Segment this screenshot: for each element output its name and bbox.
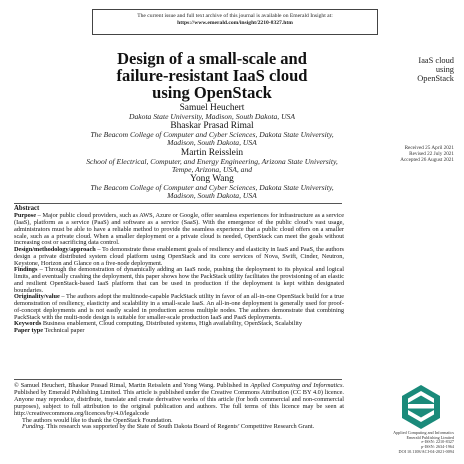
abstract-paper-type: Paper type Technical paper	[14, 327, 85, 334]
eissn: e-ISSN: 2210-8327	[421, 439, 454, 445]
title-line-3: using OpenStack	[152, 83, 272, 102]
abstract-keywords: Keywords Business enablement, Cloud computing, Distributed systems, High availability, OpenStack, Scalability	[14, 320, 302, 328]
funding-paragraph: Funding. This research was supported by the State of South Dakota Board of Regents’ Competitive Research Grant.	[22, 423, 315, 431]
revised-date: Revised 22 July 2021	[409, 150, 454, 157]
author-affiliation: Dakota State University, Madison, South Dakota, USA	[129, 112, 295, 121]
abstract-originality: Originality/value – The authors adopt the multinode-capable PackStack utility in favor of an all-in-one OpenStack build for a true demonstration of resiliency, elasticity and scalability in a small-scale IaaS. An all-in-one deployment is generally used for proof-of-concept deployments and is not easily scaled in production across multiple nodes. The authors demonstrate that combining PackStack with the multi-node design is suitable for smaller-scale production IaaS and PaaS deployments.	[14, 293, 344, 321]
journal-logo-icon	[400, 384, 442, 430]
author-block	[22, 103, 402, 200]
running-head	[388, 57, 454, 83]
author-affiliation: Madison, South Dakota, USA	[167, 191, 257, 201]
running-head-line-2: using	[435, 64, 454, 74]
author-affiliation: The Beacom College of Computer and Cyber Sciences, Dakota State University,	[90, 130, 334, 140]
doi: DOI 10.1108/ACI-04-2021-0094	[398, 448, 454, 454]
journal-name: Applied Computing and Informatics	[393, 430, 454, 435]
title-line-1: Design of a small-scale and	[117, 49, 307, 68]
pissn: p-ISSN: 2634-1964	[421, 444, 454, 450]
acknowledgement-paragraph: The authors would like to thank the OpenStack Foundation.	[22, 416, 173, 424]
license-top-rule	[14, 379, 342, 380]
author-name: Bhaskar Prasad Rimal	[170, 121, 254, 132]
author-affiliation: School of Electrical, Computer, and Energy Engineering, Arizona State University,	[86, 156, 338, 166]
abstract-design: Design/methodology/approach – To demonstrate these enablement goals of resiliency and elasticity in IaaS and PaaS, the authors design a private distributed system cloud platform using OpenStack and its core services of Nova, Swift, Cinder, Neutron, Keystone, Horizon and Glance on a five-node deployment.	[14, 246, 344, 267]
abstract-section	[14, 206, 344, 335]
archive-notice-text: The current issue and full text archive of this journal is available on Emerald Insight at:	[137, 13, 333, 19]
license-paragraph: © Samuel Heuchert, Bhaskar Prasad Rimal, Martin Reisslein and Yong Wang. Published in Applied Computing and Informatics. Published by Emerald Publishing Limited. This article is published under the Creative Commons Attribution (CC BY 4.0) licence. Anyone may reproduce, distribute, translate and create derivative works of this article (for both commercial and non-commercial purposes), subject to full attribution to the original publication and authors. The full terms of this licence may be seen at http://creativecommons.org/licences/by/4.0/legalcode	[14, 382, 344, 417]
abstract-heading: Abstract	[14, 205, 40, 212]
author-affiliation: The Beacom College of Computer and Cyber Sciences, Dakota State University,	[90, 183, 334, 193]
abstract-top-rule	[14, 203, 342, 204]
author-affiliation: Madison, South Dakota, USA	[167, 138, 257, 148]
running-head-line-1: IaaS cloud	[418, 56, 454, 65]
abstract-purpose: Purpose – Major public cloud providers, such as AWS, Azure or Google, offer seamless experiences for infrastructure as a service (IaaS), platform as a service (PaaS) and software as a service (SaaS). With the emergence of the public cloud’s vast usage, administrators must be able to have a reliable method to provide the seamless experience that a public cloud offers on a smaller scale, such as a private cloud. When a smaller deployment or a private cloud is needed, OpenStack can meet the goals without increasing cost or sacrificing data control.	[14, 212, 344, 247]
title-line-2: failure-resistant IaaS cloud	[116, 66, 308, 85]
submission-dates	[380, 146, 454, 163]
license-section	[14, 383, 344, 431]
author-affiliation: Tempe, Arizona, USA, and	[171, 164, 253, 174]
author-name: Yong Wang	[190, 174, 234, 185]
accepted-date: Accepted 26 August 2021	[400, 156, 454, 163]
paper-title	[62, 50, 362, 101]
abstract-findings: Findings – Through the demonstration of dynamically adding an IaaS node, pushing the deployment to its physical and logical limits, and eventually crashing the deployment, this paper shows how the PackStack utility facilitates the provisioning of an elastic and resilient OpenStack-based IaaS platform that can be used in production if the deployment is kept within designated boundaries.	[14, 266, 344, 294]
journal-archive-notice	[92, 9, 378, 35]
archive-url-link[interactable]: https://www.emerald.com/insight/2210-8327.htm	[177, 20, 293, 26]
publisher-info	[378, 431, 454, 455]
running-head-line-3: OpenStack	[417, 73, 454, 83]
received-date: Received 25 April 2021	[404, 145, 454, 151]
author-name: Martin Reisslein	[180, 147, 244, 158]
publisher-name: Emerald Publishing Limited	[406, 434, 454, 440]
author-name: Samuel Heuchert	[179, 103, 245, 113]
